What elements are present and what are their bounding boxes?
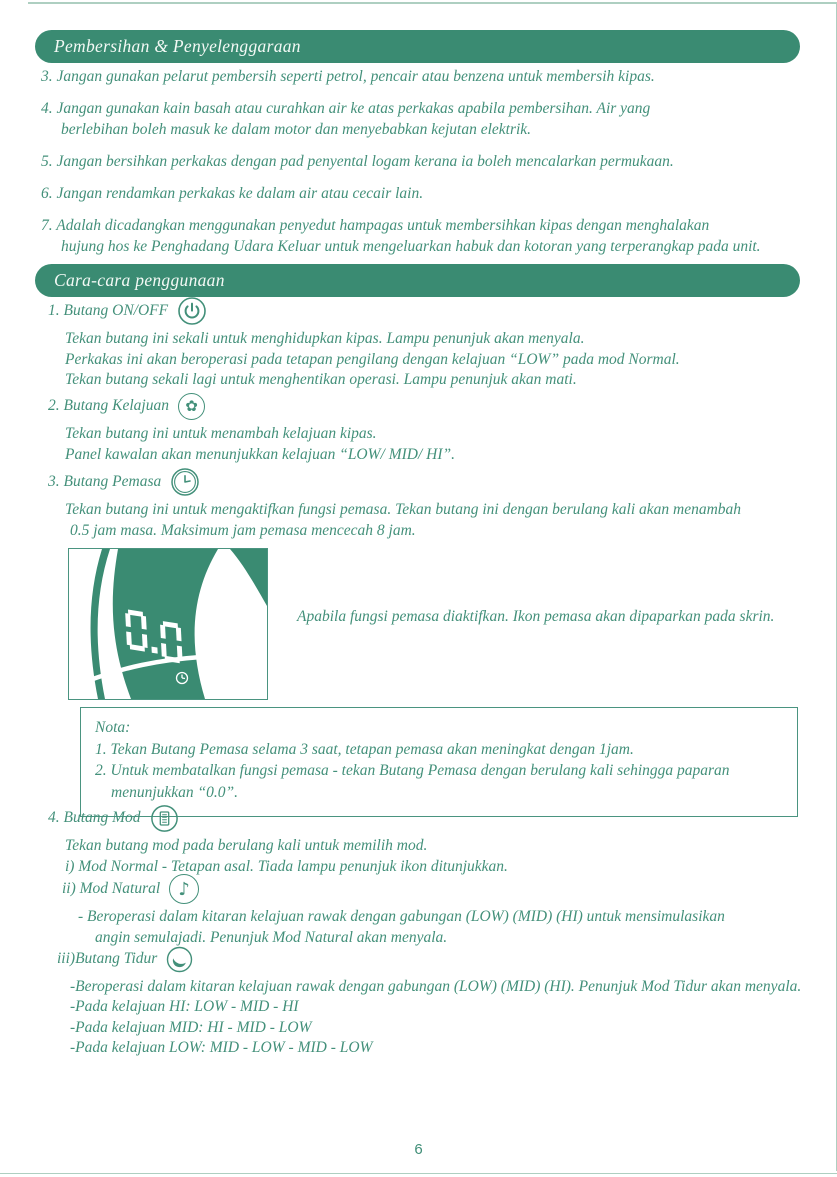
note-title: Nota: [95,719,131,736]
usage-heading: iii)Butang Tidur [57,950,158,967]
usage-heading: 4. Butang Mod [48,809,141,826]
item-number: 6. [41,185,53,202]
usage-item-onoff [48,296,808,391]
timer-display-illustration [68,548,268,700]
usage-text: -Pada kelajuan MID: HI - MID - LOW [70,1018,312,1036]
list-item [41,215,797,257]
item-text: Jangan bersihkan perkakas dengan pad penyental logam kerana ia boleh mencalarkan permukaan. [56,153,674,170]
note-glyph: ♪ [178,878,190,900]
note-box [80,707,798,817]
item-text: Adalah dicadangkan menggunakan penyedut hampagas untuk membersihkan kipas dengan menghalakan [56,217,710,234]
power-icon [177,296,207,326]
list-item [41,183,797,204]
section-header-usage [35,264,800,297]
list-item [41,98,797,140]
usage-text: - Beroperasi dalam kitaran kelajuan rawak dengan gabungan (LOW) (MID) (HI) untuk mensimulasikan [78,908,725,925]
section-title: Pembersihan & Penyelenggaraan [54,36,301,56]
fan-icon [178,393,205,420]
panel-caption: Apabila fungsi pemasa diaktifkan. Ikon pemasa akan dipaparkan pada skrin. [297,608,775,625]
page-number: 6 [414,1141,423,1158]
section-title: Cara-cara penggunaan [54,270,225,290]
mode-icon [150,804,179,833]
usage-text: Tekan butang ini sekali untuk menghidupkan kipas. Lampu penunjuk akan menyala. [65,330,585,347]
usage-text: 0.5 jam masa. Maksimum jam pemasa mencecah 8 jam. [70,521,416,539]
usage-text: -Pada kelajuan LOW: MID - LOW - MID - LOW [70,1039,373,1057]
fan-panel-drawing [69,549,267,699]
moon-icon [166,946,193,973]
fan-glyph: ✿ [185,397,198,415]
usage-item-sleep-mode [57,944,832,1059]
usage-heading: 1. Butang ON/OFF [48,302,169,319]
usage-text: Panel kawalan akan menunjukkan kelajuan “LOW/ MID/ HI”. [65,445,456,463]
usage-item-mode [48,803,808,877]
item-number: 3. [41,68,53,85]
item-text: Jangan gunakan pelarut pembersih seperti petrol, pencair atau benzena untuk membersih kipas. [56,68,655,85]
page-border-bottom [0,1173,837,1175]
item-text: berlebihan boleh masuk ke dalam motor dan menyebabkan kejutan elektrik. [61,121,532,138]
note-text: 2. Untuk membatalkan fungsi pemasa - tekan Butang Pemasa dengan berulang kali sehingga paparan [95,762,730,779]
usage-heading: 2. Butang Kelajuan [48,397,169,414]
music-note-icon [169,874,199,904]
usage-text: -Beroperasi dalam kitaran kelajuan rawak dengan gabungan (LOW) (MID) (HI). Penunjuk Mod Tidur akan menyala. [70,978,802,995]
usage-item-timer [48,467,808,541]
page-border-top [28,2,837,4]
usage-text: i) Mod Normal - Tetapan asal. Tiada lampu penunjuk ikon ditunjukkan. [65,857,508,875]
usage-text: Tekan butang ini untuk mengaktifkan fungsi pemasa. Tekan butang ini dengan berulang kali akan menambah [65,501,742,518]
section-header-cleaning [35,30,800,63]
item-text: Jangan rendamkan perkakas ke dalam air atau cecair lain. [56,185,424,202]
item-text: hujung hos ke Penghadang Udara Keluar untuk mengeluarkan habuk dan kotoran yang terperangkap pada unit. [61,238,761,255]
usage-text: Tekan butang sekali lagi untuk menghentikan operasi. Lampu penunjuk akan mati. [65,371,577,389]
list-item [41,151,797,172]
usage-item-natural-mode [62,874,822,948]
usage-text: angin semulajadi. Penunjuk Mod Natural akan menyala. [95,928,448,946]
clock-icon [170,467,200,497]
cleaning-instruction-list [41,66,797,268]
note-text: 1. Tekan Butang Pemasa selama 3 saat, tetapan pemasa akan meningkat dengan 1jam. [95,740,634,758]
usage-text: Tekan butang mod pada berulang kali untuk memilih mod. [65,837,428,854]
usage-text: -Pada kelajuan HI: LOW - MID - HI [70,998,299,1016]
note-text: menunjukkan “0.0”. [111,783,239,801]
item-number: 5. [41,153,53,170]
usage-text: Perkakas ini akan beroperasi pada tetapan pengilang dengan kelajuan “LOW” pada mod Normal. [65,350,680,368]
item-number: 7. [41,217,53,234]
list-item [41,66,797,87]
usage-heading: 3. Butang Pemasa [48,473,162,490]
usage-text: Tekan butang ini untuk menambah kelajuan kipas. [65,425,377,442]
item-text: Jangan gunakan kain basah atau curahkan air ke atas perkakas apabila pembersihan. Air yang [56,100,651,117]
item-number: 4. [41,100,53,117]
usage-heading: ii) Mod Natural [62,880,161,897]
usage-item-speed [48,391,808,465]
